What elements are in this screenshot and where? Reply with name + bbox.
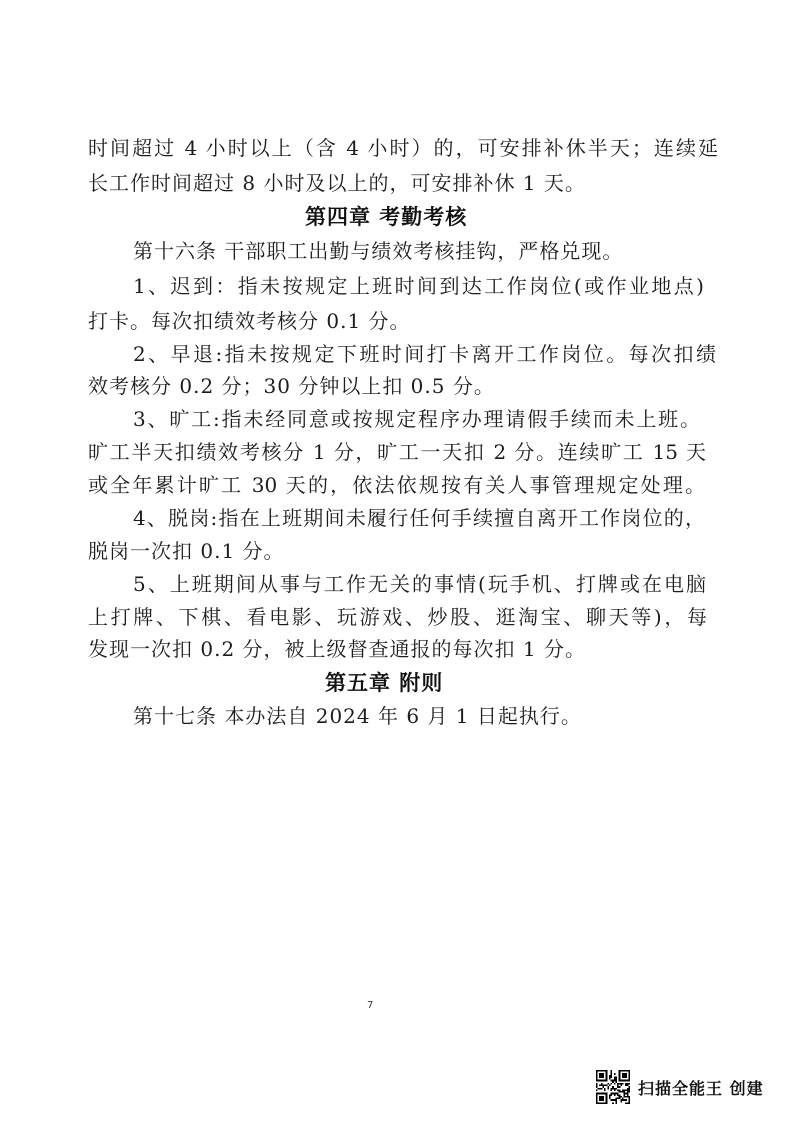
chapter-4-heading: 第四章 考勤考核 xyxy=(305,205,468,229)
body-line: 或全年累计旷工 30 天的，依法依规按有关人事管理规定处理。 xyxy=(88,473,705,497)
body-line: 1、迟到：指未按规定上班时间到达工作岗位(或作业地点) xyxy=(133,274,704,298)
body-line: 第十六条 干部职工出勤与绩效考核挂钩，严格兑现。 xyxy=(133,239,624,263)
body-line: 第十七条 本办法自 2024 年 6 月 1 日起执行。 xyxy=(133,704,582,728)
body-line: 4、脱岗:指在上班期间未履行任何手续擅自离开工作岗位的， xyxy=(133,506,705,530)
body-line: 发现一次扣 0.2 分，被上级督查通报的每次扣 1 分。 xyxy=(88,637,586,661)
body-line: 效考核分 0.2 分；30 分钟以上扣 0.5 分。 xyxy=(88,374,495,398)
body-line: 脱岗一次扣 0.1 分。 xyxy=(88,539,285,563)
scanner-watermark-text: 扫描全能王 创建 xyxy=(638,1079,764,1098)
body-line: 旷工半天扣绩效考核分 1 分，旷工一天扣 2 分。连续旷工 15 天 xyxy=(88,440,706,464)
body-line: 时间超过 4 小时以上（含 4 小时）的，可安排补休半天；连续延 xyxy=(88,136,718,160)
body-line: 2、早退:指未按规定下班时间打卡离开工作岗位。每次扣绩 xyxy=(133,342,716,366)
body-line: 5、上班期间从事与工作无关的事情(玩手机、打牌或在电脑 xyxy=(133,572,706,596)
body-line: 上打牌、下棋、看电影、玩游戏、炒股、逛淘宝、聊天等)，每 xyxy=(88,605,707,629)
body-line: 3、旷工:指未经同意或按规定程序办理请假手续而未上班。 xyxy=(133,407,700,431)
page-number: 7 xyxy=(367,1000,374,1011)
body-line: 打卡。每次扣绩效考核分 0.1 分。 xyxy=(88,309,411,333)
body-line: 长工作时间超过 8 小时及以上的，可安排补休 1 天。 xyxy=(88,171,586,195)
qr-code-icon xyxy=(596,1070,630,1104)
chapter-5-heading: 第五章 附则 xyxy=(325,671,444,695)
